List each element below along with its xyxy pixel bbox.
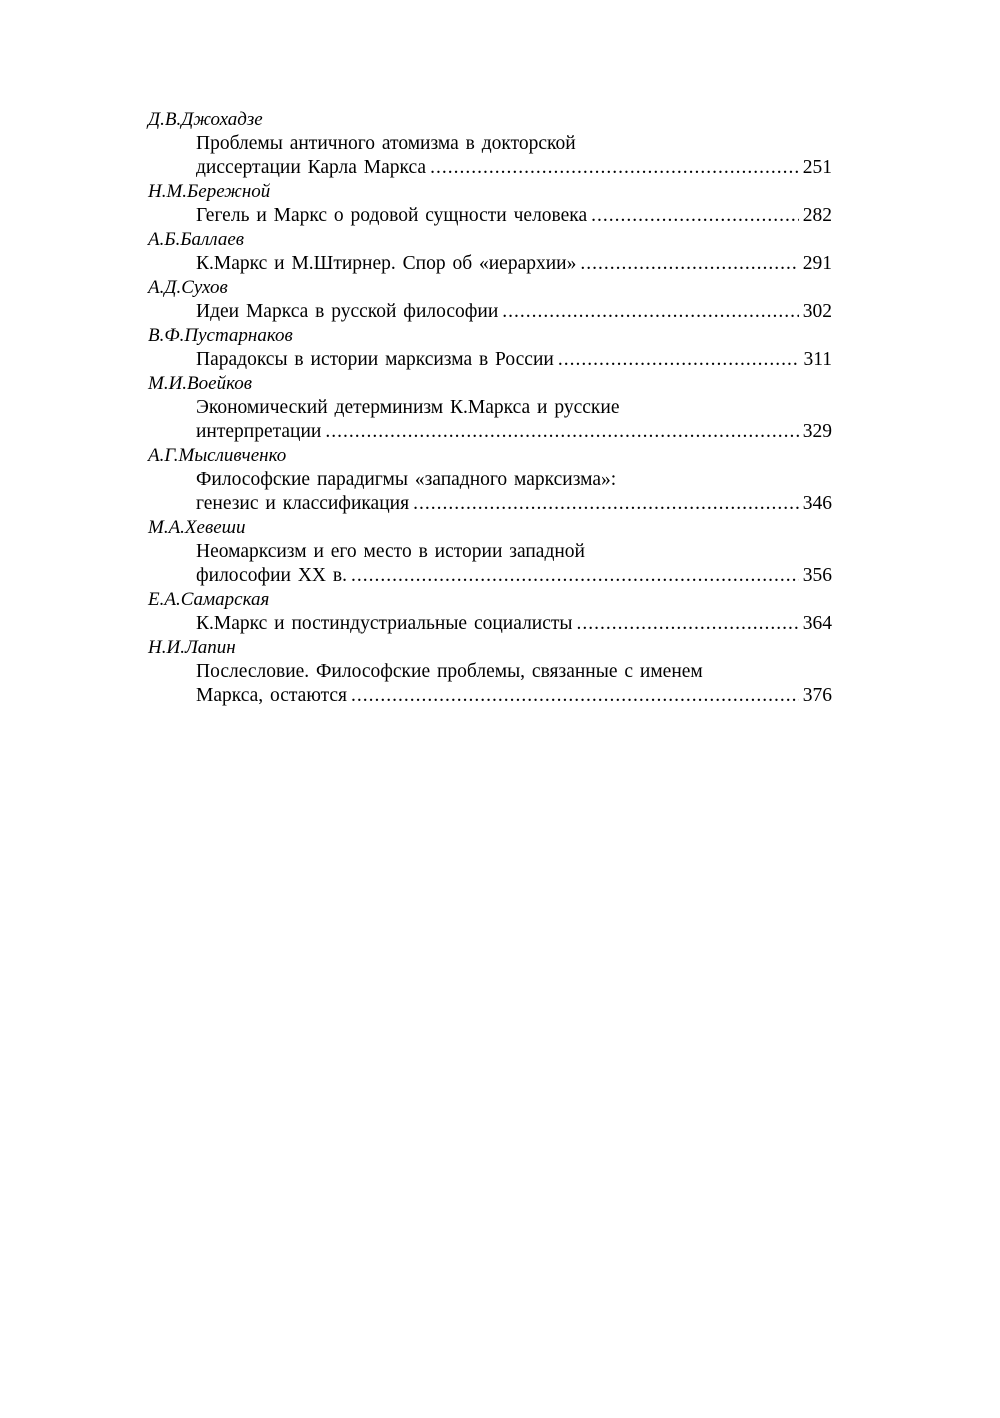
toc-title-line: Экономический детерминизм К.Маркса и русские [196, 397, 620, 418]
dot-leader [430, 156, 799, 180]
toc-author: А.Г.Мысливченко [148, 445, 287, 466]
toc-title-text: диссертации Карла Маркса [196, 157, 427, 178]
dot-leader [351, 684, 799, 708]
toc-title-line: Послесловие. Философские проблемы, связанные с именем [196, 661, 703, 682]
toc-title-final-line [196, 684, 832, 708]
toc-author: А.Д.Сухов [148, 277, 228, 298]
dot-leader [325, 420, 798, 444]
page-number: 251 [802, 157, 832, 178]
toc-entry[interactable] [196, 132, 832, 180]
toc-author: А.Б.Баллаев [148, 229, 245, 250]
toc-entry[interactable] [196, 252, 832, 276]
dot-leader [502, 300, 798, 324]
toc-entry[interactable] [196, 468, 832, 516]
toc-title-final-line [196, 204, 832, 228]
toc-title-text: генезис и классификация [196, 493, 410, 514]
toc-author: Д.В.Джохадзе [148, 109, 263, 130]
toc-title-text: Маркса, остаются [196, 685, 348, 706]
page-number: 376 [802, 685, 832, 706]
page-number: 329 [802, 421, 832, 442]
page-number: 302 [802, 301, 832, 322]
toc-author: М.А.Хевеши [148, 517, 246, 538]
toc-title-text: К.Маркс и постиндустриальные социалисты [196, 613, 573, 634]
toc-title-final-line [196, 492, 832, 516]
toc-title-text: Идеи Маркса в русской философии [196, 301, 499, 322]
toc-title-line: Проблемы античного атомизма в докторской [196, 133, 576, 154]
toc-title-final-line [196, 612, 832, 636]
toc-title-text: К.Маркс и М.Штирнер. Спор об «иерархии» [196, 253, 577, 274]
toc-title-final-line [196, 300, 832, 324]
dot-leader [577, 612, 799, 636]
toc-title-text: Парадоксы в истории марксизма в России [196, 349, 554, 370]
toc-entry[interactable] [196, 540, 832, 588]
toc-title-final-line [196, 420, 832, 444]
table-of-contents [148, 108, 832, 708]
toc-entry[interactable] [196, 204, 832, 228]
dot-leader [351, 564, 799, 588]
toc-title-final-line [196, 156, 832, 180]
toc-title-final-line [196, 252, 832, 276]
page-number: 346 [802, 493, 832, 514]
toc-author: Е.А.Самарская [148, 589, 270, 610]
toc-author: Н.М.Бережной [148, 181, 271, 202]
page-number: 311 [803, 349, 832, 370]
toc-title-final-line [196, 564, 832, 588]
toc-author: М.И.Воейков [148, 373, 252, 394]
page-number: 282 [802, 205, 832, 226]
toc-title-line: Философские парадигмы «западного марксизма»: [196, 469, 617, 490]
dot-leader [558, 348, 800, 372]
toc-entry[interactable] [196, 348, 832, 372]
toc-entry[interactable] [196, 396, 832, 444]
toc-author: Н.И.Лапин [148, 637, 236, 658]
toc-title-text: философии XX в. [196, 565, 347, 586]
page-number: 364 [802, 613, 832, 634]
toc-entry[interactable] [196, 612, 832, 636]
toc-author: В.Ф.Пустарнаков [148, 325, 293, 346]
toc-entry[interactable] [196, 660, 832, 708]
dot-leader [591, 204, 799, 228]
toc-title-final-line [196, 348, 832, 372]
dot-leader [413, 492, 799, 516]
toc-entry[interactable] [196, 300, 832, 324]
page-number: 291 [802, 253, 832, 274]
page-number: 356 [802, 565, 832, 586]
dot-leader [580, 252, 798, 276]
toc-title-text: интерпретации [196, 421, 322, 442]
toc-title-text: Гегель и Маркс о родовой сущности человека [196, 205, 588, 226]
toc-title-line: Неомарксизм и его место в истории западной [196, 541, 585, 562]
